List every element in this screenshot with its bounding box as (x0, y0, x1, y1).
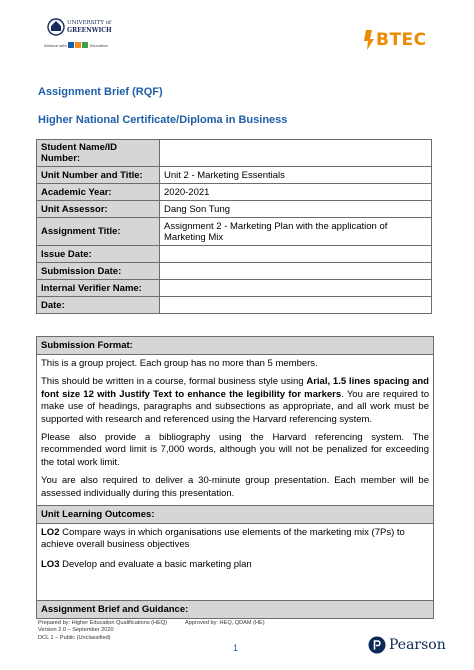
student-name-label: Student Name/ID Number: (37, 140, 160, 167)
approved-by: Approved by: HEQ, QDAM (HE) (185, 620, 265, 626)
academic-year-value: 2020-2021 (160, 184, 432, 201)
unit-label: Unit Number and Title: (37, 167, 160, 184)
alliance-text: Alliance with (44, 44, 67, 48)
academic-year-label: Academic Year: (37, 184, 160, 201)
classification-text: DCL 1 – Public (Unclassified) (38, 634, 111, 641)
submission-paragraph-1: This is a group project. Each group has no more than 5 members. (41, 358, 318, 369)
education-text: Education (90, 44, 108, 48)
assignment-details-box (36, 336, 434, 619)
lo2-code: LO2 (41, 527, 60, 539)
pearson-icon (368, 636, 386, 654)
footer (38, 620, 265, 642)
date-field[interactable] (160, 297, 432, 314)
table-row (37, 218, 432, 246)
submission-paragraph-2 (41, 376, 429, 426)
p2-text-a: This should be written in a course, formal business style using (41, 376, 307, 388)
submission-paragraph-4: You are also required to deliver a 30-minute group presentation. Each member will be assessed individually during this presentation. (41, 475, 429, 499)
assessor-label: Unit Assessor: (37, 201, 160, 218)
table-row (37, 201, 432, 218)
page-number: 1 (233, 643, 239, 653)
prepared-by: Prepared by: Higher Education Qualifications (HEQ) (38, 620, 168, 626)
university-logo (36, 12, 128, 56)
pearson-logo (368, 636, 446, 654)
table-row (37, 167, 432, 184)
submission-paragraph-3: Please also provide a bibliography using the Harvard referencing system. The recommended word limit is 7,000 words, although you will not be penalized for exceeding the total work limit. (41, 432, 429, 468)
submission-format-heading: Submission Format: (37, 337, 433, 355)
crest-icon (36, 12, 128, 56)
table-row (37, 297, 432, 314)
submission-format-body (37, 355, 433, 506)
table-row (37, 280, 432, 297)
student-info-table (36, 139, 432, 314)
p2-text-b: . You are required to make use of headings, paragraphs and subsections as appropriate, and all work must be supported with research and referenced using the Harvard referencing system. (41, 388, 429, 425)
university-name-line1: UNIVERSITY of (67, 20, 112, 26)
learning-outcomes-heading: Unit Learning Outcomes: (37, 506, 433, 524)
assignment-title-value: Assignment 2 - Marketing Plan with the application of Marketing Mix (160, 218, 432, 246)
lo2-text: Compare ways in which organisations use elements of the marketing mix (7Ps) to achieve overall business objectives (41, 527, 405, 551)
p2-text-bold: Arial, 1.5 lines spacing and font size 12 with Justify Text to enhance the legibility for markers (41, 376, 429, 400)
table-row (37, 246, 432, 263)
table-row (37, 263, 432, 280)
student-name-field[interactable] (160, 140, 432, 167)
guidance-heading: Assignment Brief and Guidance: (37, 601, 433, 618)
assignment-title-label: Assignment Title: (37, 218, 160, 246)
pearson-wordmark: Pearson (389, 637, 446, 653)
submission-date-field[interactable] (160, 263, 432, 280)
lo2-item (41, 527, 429, 552)
unit-value: Unit 2 - Marketing Essentials (160, 167, 432, 184)
verifier-label: Internal Verifier Name: (37, 280, 160, 297)
table-row (37, 184, 432, 201)
btec-logo (364, 26, 427, 54)
version-text: Version 2.0 – September 2020 (38, 627, 114, 634)
btec-wordmark: BTEC (376, 30, 427, 50)
learning-outcomes-body (37, 524, 433, 601)
lo3-code: LO3 (41, 558, 60, 570)
issue-date-label: Issue Date: (37, 246, 160, 263)
lo3-item (41, 559, 429, 571)
page-title: Assignment Brief (RQF) (38, 86, 163, 98)
lo3-text: Develop and evaluate a basic marketing plan (59, 558, 252, 570)
assessor-value: Dang Son Tung (160, 201, 432, 218)
table-row (37, 140, 432, 167)
submission-date-label: Submission Date: (37, 263, 160, 280)
university-name-line2: GREENWICH (67, 27, 112, 34)
page-subtitle: Higher National Certificate/Diploma in Business (38, 114, 288, 126)
verifier-field[interactable] (160, 280, 432, 297)
btec-mark-icon (364, 30, 374, 50)
date-label: Date: (37, 297, 160, 314)
issue-date-field[interactable] (160, 246, 432, 263)
